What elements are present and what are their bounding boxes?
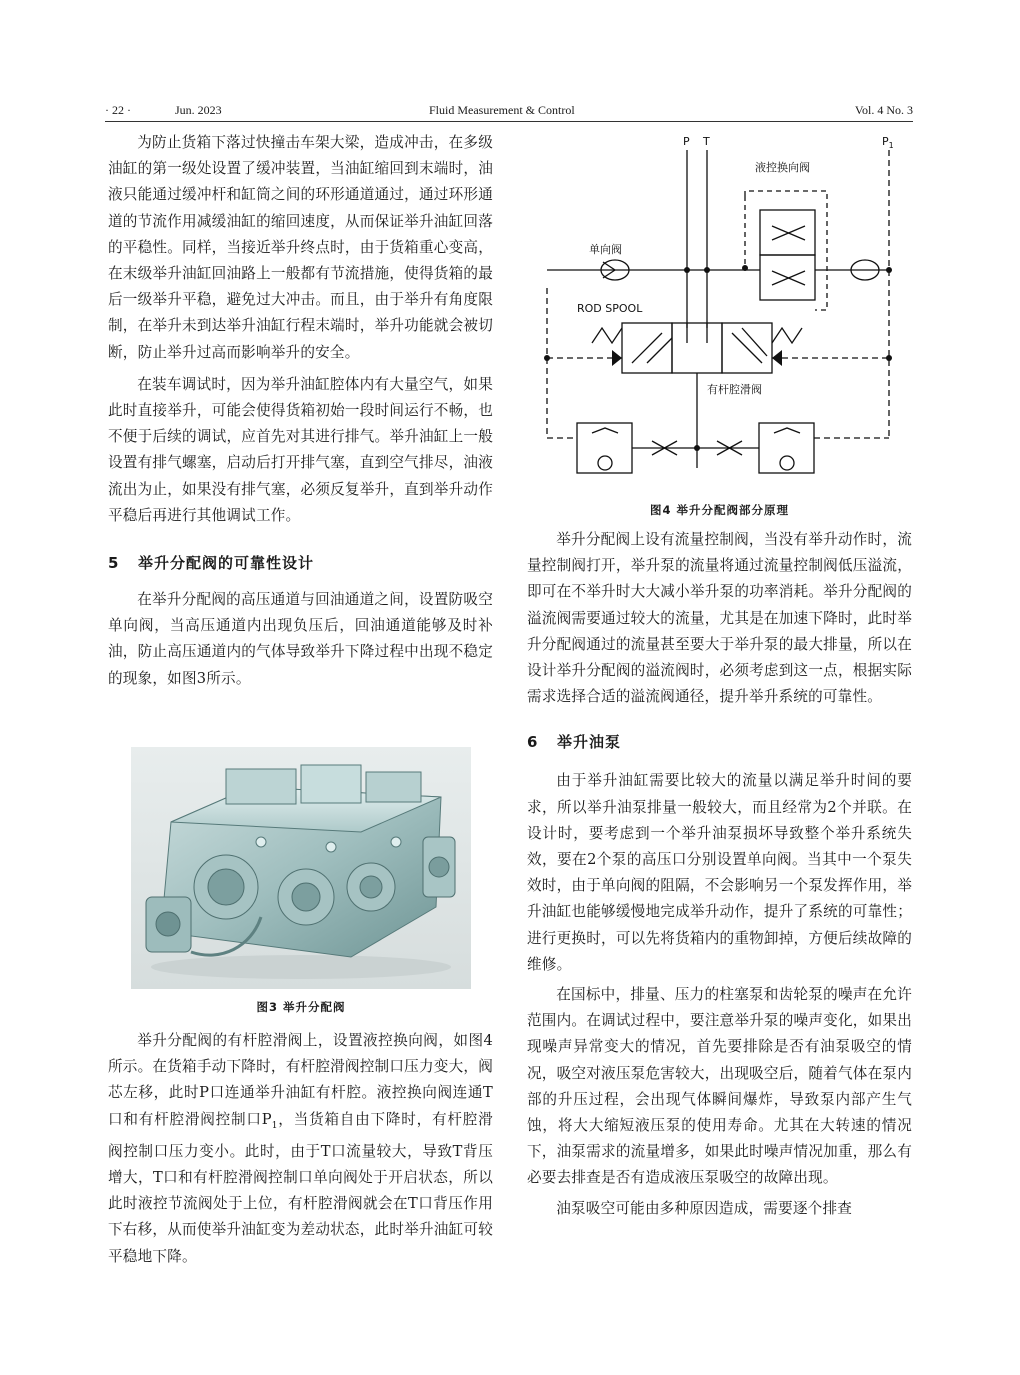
rod-spool-label: ROD SPOOL — [577, 302, 643, 315]
paragraph-pump-cavitation: 油泵吸空可能由多种原因造成，需要逐个排查 — [556, 1199, 853, 1217]
figure-4-schematic — [527, 128, 912, 493]
paragraph-exhaust: 在装车调试时，因为举升油缸腔体内有大量空气，如果此时直接举升，可能会使得货箱初始一段时间运行不畅，也不便于后续的调试，应首先对其进行排气。举升油缸上一般设置有排气螺塞，启动后打开排气塞，直到空气排尽，油液流出为止，如果没有排气塞，必须反复举升，直到举升动作平稳后再进行其他调试工作。 — [108, 375, 493, 524]
figure-3-caption: 图3 举升分配阀 — [256, 1000, 346, 1014]
paragraph-pump-parallel: 由于举升油缸需要比较大的流量以满足举升时间的要求，所以举升油泵排量一般较大，而且经常为2个并联。在设计时，要考虑到一个举升油泵损坏导致整个举升系统失效，要在2个泵的高压口分别设置单向阀。当其中一个泵失效时，由于单向阀的阻隔，不会影响另一个泵发挥作用，举升油缸也能够缓慢地完成举升动作，提升了系统的可靠性；进行更换时，可以先将货箱内的重物卸掉，方便后续故障的维修。 — [527, 772, 912, 973]
figure-3-image — [131, 747, 471, 989]
rod-spool-cn-label: 有杆腔滑阀 — [707, 383, 762, 396]
paragraph-hydraulic-valve — [108, 1028, 493, 1270]
section-number: 5 — [108, 554, 120, 573]
port-t-label: T — [703, 135, 710, 148]
valve-block-illustration — [131, 747, 471, 989]
section-title: 举升油泵 — [557, 733, 622, 752]
issue-date: Jun. 2023 — [175, 103, 222, 117]
journal-name: Fluid Measurement & Control — [429, 103, 575, 117]
volume-info: Vol. 4 No. 3 — [854, 103, 913, 117]
figure-4-caption: 图4 举升分配阀部分原理 — [649, 503, 789, 517]
port-subscript: 1 — [271, 1120, 278, 1131]
section-6-heading — [527, 730, 912, 754]
port-p1-label: $P_1$ — [882, 135, 894, 150]
valve-label: 液控换向阀 — [755, 161, 810, 174]
paragraph-flow-control: 举升分配阀上设有流量控制阀，当没有举升动作时，流量控制阀打开，举升泵的流量将通过流量控制阀低压溢流，即可在不举升时大大减小举升泵的功率消耗。举升分配阀的溢流阀需要通过较大的流量，尤其是在加速下降时，此时举升分配阀通过的流量甚至要大于举升泵的最大排量，所以在设计举升分配阀的溢流阀时，必须考虑到这一点，根据实际需求选择合适的溢流阀通径，提升举升系统的可靠性。 — [527, 531, 912, 706]
paragraph-buffer: 为防止货箱下落过快撞击车架大梁，造成冲击，在多级油缸的第一级处设置了缓冲装置，当油缸缩回到末端时，油液只能通过缓冲杆和缸筒之间的环形通道通过，通过环形通道的节流作用减缓油缸的缩回速度，从而保证举升油缸回落的平稳性。同样，当接近举升终点时，由于货箱重心变高，在末级举升油缸回油路上一般都有节流措施，使得货箱的最后一级举升平稳，避免过大冲击。而且，由于举升有角度限制，在举升未到达举升油缸行程末端时，举升功能就会被切断，防止举升过高而影响举升的安全。 — [108, 134, 493, 361]
paragraph-part-b: ，当货箱自由下降时，有杆腔滑阀控制口压力变小。此时，由于T口流量较大，导致T背压增大，T口和有杆腔滑阀控制口单向阀处于开启状态，所以此时液控节流阀处于上位，有杆腔滑阀就会在T口背压作用下右移，从而使举升油缸变为差动状态，此时举升油缸可较平稳地下降。 — [108, 1110, 493, 1265]
paragraph-part-a: 举升分配阀的有杆腔滑阀上，设置液控换向阀，如图4所示。在货箱手动下降时，有杆腔滑阀控制口压力变大，阀芯左移，此时P口连通举升油缸有杆腔。液控换向阀连通T口和有杆腔滑阀控制口P — [108, 1032, 493, 1128]
port-p-label: P — [683, 135, 690, 148]
right-column — [527, 527, 912, 1222]
hydraulic-schematic — [527, 128, 912, 493]
section-number: 6 — [527, 733, 539, 752]
paragraph-pump-noise: 在国标中，排量、压力的柱塞泵和齿轮泵的噪声在允许范围内。在调试过程中，要注意举升泵的噪声变化，如果出现噪声异常变大的情况，首先要排除是否有油泵吸空的情况，吸空对液压泵危害较大，出现吸空后，随着气体在泵内部的升压过程，会出现气体瞬间爆炸，导致泵内部产生气蚀，将大大缩短液压泵的使用寿命。尤其在大转速的情况下，油泵需求的流量增多，如果此时噪声情况加重，那么有必要去排查是否有造成液压泵吸空的故障出现。 — [527, 986, 912, 1187]
section-5-heading — [108, 551, 493, 575]
left-column-lower — [108, 1028, 493, 1270]
page-number: · 22 · — [105, 103, 131, 117]
running-header — [105, 101, 913, 122]
check-valve-label: 单向阀 — [589, 243, 622, 256]
paragraph-check-valve: 在举升分配阀的高压通道与回油通道之间，设置防吸空单向阀，当高压通道内出现负压后，回油通道能够及时补油，防止高压通道内的气体导致举升下降过程中出现不稳定的现象，如图3所示。 — [108, 591, 493, 687]
left-column — [108, 130, 493, 692]
section-title: 举升分配阀的可靠性设计 — [138, 554, 315, 573]
